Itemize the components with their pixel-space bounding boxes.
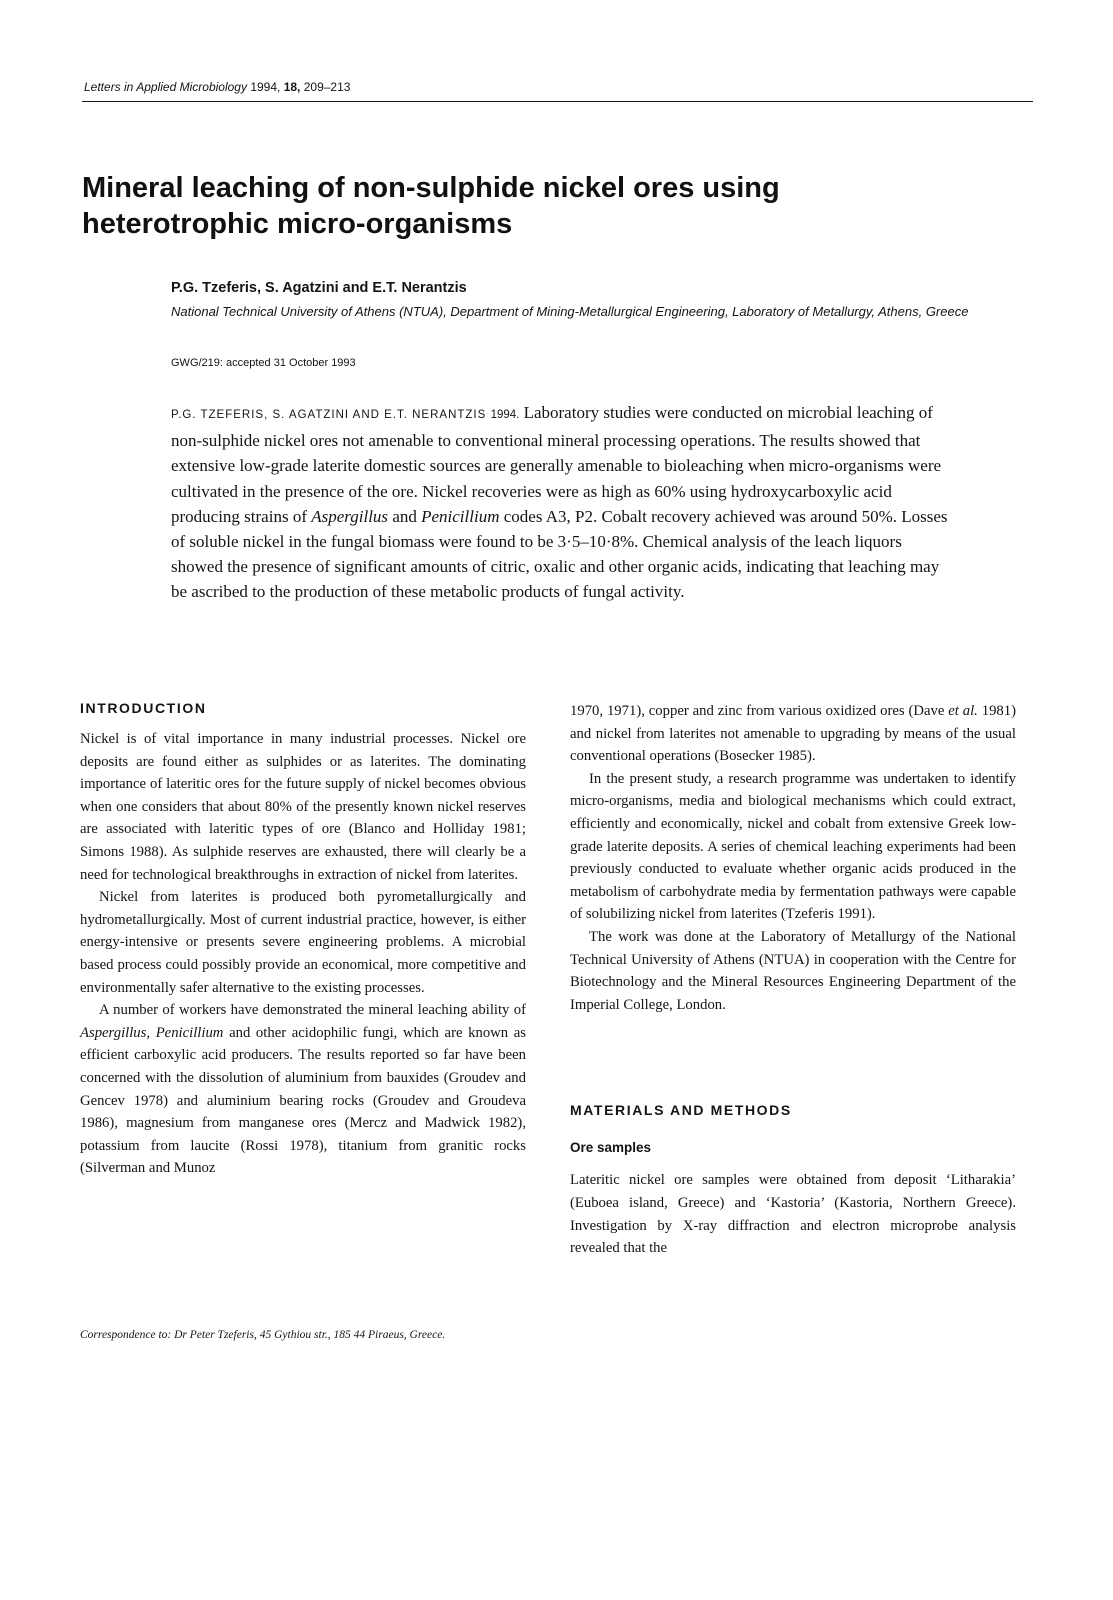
intro-p4-text-b: 1981) and nickel from laterites not amenable to upgrading by means of the usual conventional operations (Bosecker 1985). [570,703,1016,765]
intro-p3-genus-penicillium: Penicillium [155,1024,224,1041]
intro-paragraph-4 [570,700,1016,768]
journal-year: 1994, [250,80,281,94]
abstract-authors: P.G. TZEFERIS, S. AGATZINI AND E.T. NERANTZIS [171,409,487,421]
intro-p4-text-a: 1970, 1971), copper and zinc from various oxidized ores (Dave [570,703,945,719]
abstract [171,400,951,605]
intro-paragraph-5: In the present study, a research programme was undertaken to identify micro-organisms, media and biological mechanisms which could extract, efficiently and economically, nickel and cobalt from extensive Greek low-grade laterite deposits. A series of chemical leaching experiments had been previously conducted to evaluate whether organic acids produced in the metabolism of carbohydrate media by fermentation pathways were capable of solubilizing nickel from laterites (Tzeferis 1991). [570,770,1016,923]
intro-p4-et-al: et al. [948,703,978,719]
article-title: Mineral leaching of non-sulphide nickel ores using heterotrophic micro-organisms [82,172,780,240]
footnote-label: Correspondence to: [80,1329,172,1341]
methods-paragraph-1: Lateritic nickel ore samples were obtained from deposit ‘Litharakia’ (Euboea island, Greece) and ‘Kastoria’ (Kastoria, Northern Greece). Investigation by X-ray diffraction and electron microprobe analysis revealed that the [570,1172,1016,1257]
footnote-text: Dr Peter Tzeferis, 45 Gythiou str., 185 44 Piraeus, Greece. [174,1329,446,1341]
abstract-year: 1994. [490,409,520,421]
header-rule [82,101,1033,102]
intro-paragraph-2: Nickel from laterites is produced both pyrometallurgically and hydrometallurgically. Most of current industrial practice, however, is either energy-intensive or presents severe engineering problems. A microbial based process could possibly provide an economical, more competitive and environmentally safer alternative to the existing processes. [80,889,526,996]
abstract-text-1: Laboratory studies were conducted on microbial leaching of non-sulphide nickel ores not amenable to conventional mineral processing operations. The results showed that extensive low-grade laterite domestic sources are generally amenable to bioleaching when micro-organisms were cultivated in the presence of the ore. Nickel recoveries were as high as 60% using hydroxycarboxylic acid producing strains of [171,403,942,526]
running-head [84,80,350,94]
methods-heading: MATERIALS AND METHODS [570,1102,792,1119]
acceptance-note: GWG/219: accepted 31 October 1993 [171,357,356,369]
intro-paragraph-6: The work was done at the Laboratory of Metallurgy of the National Technical University of Athens (NTUA) in cooperation with the Centre for Biotechnology and the Mineral Resources Engineering Department of the Imperial College, London. [570,928,1016,1013]
abstract-genus-aspergillus: Aspergillus [311,506,389,526]
ore-samples-heading: Ore samples [570,1140,652,1156]
author-list: P.G. Tzeferis, S. Agatzini and E.T. Nerantzis [171,280,467,296]
journal-name: Letters in Applied Microbiology [84,80,247,94]
abstract-text-3: codes A3, P2. Cobalt recovery achieved was around 50%. Losses of soluble nickel in the fungal biomass were found to be 3·5–10·8%. Chemical analysis of the leach liquors showed the presence of significant amounts of citric, oxalic and other organic acids, indicating that leaching may be ascribed to the production of these metabolic products of fungal activity. [171,506,948,602]
intro-p3-text-a: A number of workers have demonstrated the mineral leaching ability of [99,1002,526,1019]
intro-p3-text-b: and other acidophilic fungi, which are known as efficient carboxylic acid producers. The results reported so far have been concerned with the dissolution of aluminium from bauxides (Groudev and Gencev 1978) and aluminium bearing rocks (Groudev and Groudeva 1986), magnesium from manganese ores (Mercz and Madwick 1982), potassium from laucite (Rossi 1978), titanium from granitic rocks (Silverman and Munoz [80,1024,527,1177]
journal-volume: 18, [283,80,301,94]
intro-paragraph-3 [80,999,526,1180]
abstract-genus-penicillium: Penicillium [421,506,500,526]
left-column [80,700,526,1180]
right-column [570,700,1016,1260]
intro-p3-genus-aspergillus: Aspergillus, [80,1024,151,1041]
correspondence-footnote [80,1326,526,1344]
journal-pages: 209–213 [303,80,351,94]
abstract-text-2: and [392,506,417,526]
intro-paragraph-1: Nickel is of vital importance in many industrial processes. Nickel ore deposits are found either as sulphides or as laterites. The dominating importance of lateritic ores for the future supply of nickel becomes obvious when one considers that about 80% of the presently known nickel reserves are associated with lateritic types of ore (Blanco and Holliday 1981; Simons 1988). As sulphide reserves are exhausted, there will clearly be a need for technological breakthroughs in extraction of nickel from laterites. [80,731,526,883]
introduction-heading: INTRODUCTION [80,700,207,716]
author-affiliation: National Technical University of Athens (NTUA), Department of Mining-Metallurgical Engineering, Laboratory of Metallurgy, Athens, Greece [171,304,969,319]
